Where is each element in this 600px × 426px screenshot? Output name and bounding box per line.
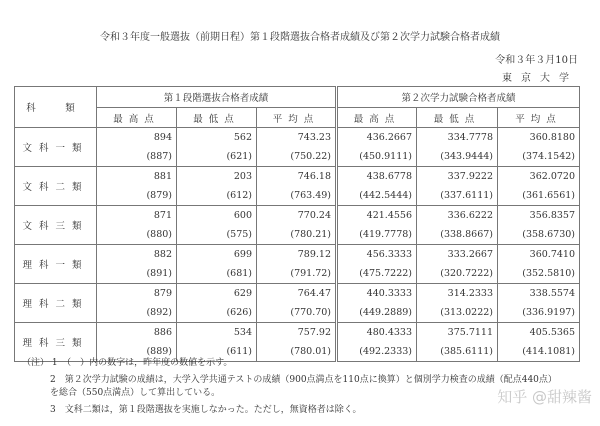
- previous-year-value: (352.5810): [522, 268, 576, 279]
- previous-year-value: (358.6730): [522, 229, 576, 240]
- row-label: 文科三類: [15, 206, 97, 245]
- score-cell: [417, 167, 498, 206]
- notes-section: [22, 357, 562, 417]
- current-year-value: 336.6222: [447, 210, 494, 221]
- previous-year-value: (791.72): [290, 268, 332, 279]
- previous-year-value: (780.01): [290, 346, 332, 357]
- score-cell: [498, 323, 580, 362]
- score-cell: [498, 206, 580, 245]
- score-cell: [257, 206, 337, 245]
- previous-year-value: (891): [146, 268, 172, 279]
- current-year-value: 421.4556: [366, 210, 413, 221]
- score-cell: [337, 206, 417, 245]
- notes-prefix: （注）: [22, 358, 50, 368]
- sub-header-min: 最低点: [177, 108, 257, 128]
- current-year-value: 534: [233, 327, 252, 338]
- previous-year-value: (611): [226, 346, 252, 357]
- current-year-value: 356.8357: [529, 210, 576, 221]
- table-row: [15, 167, 580, 206]
- table-row: [15, 206, 580, 245]
- previous-year-value: (612): [226, 190, 252, 201]
- previous-year-value: (575): [226, 229, 252, 240]
- previous-year-value: (879): [146, 190, 172, 201]
- previous-year-value: (626): [226, 307, 252, 318]
- previous-year-value: (880): [146, 229, 172, 240]
- current-year-value: 886: [153, 327, 172, 338]
- previous-year-value: (750.22): [290, 151, 332, 162]
- previous-year-value: (343.9444): [440, 151, 494, 162]
- row-label: 理科二類: [15, 284, 97, 323]
- current-year-value: 764.47: [297, 288, 332, 299]
- table-row: [15, 284, 580, 323]
- current-year-value: 879: [153, 288, 172, 299]
- document-title: 令和３年度一般選抜（前期日程）第１段階選抜合格者成績及び第２次学力試験合格者成績: [100, 32, 500, 43]
- previous-year-value: (763.49): [290, 190, 332, 201]
- group-header-first-stage: 第１段階選抜合格者成績: [97, 87, 337, 108]
- score-cell: [97, 128, 177, 167]
- current-year-value: 894: [153, 132, 172, 143]
- note-1: 1 （ ）内の数字は，昨年度の数値を示す。: [51, 358, 233, 368]
- current-year-value: 338.5574: [529, 288, 576, 299]
- sub-header-avg: 平均点: [498, 108, 580, 128]
- current-year-value: 480.4333: [366, 327, 413, 338]
- previous-year-value: (449.2889): [359, 307, 413, 318]
- score-cell: [177, 284, 257, 323]
- previous-year-value: (442.5444): [359, 190, 413, 201]
- current-year-value: 699: [233, 249, 252, 260]
- score-cell: [417, 323, 498, 362]
- score-cell: [337, 323, 417, 362]
- score-cell: [417, 128, 498, 167]
- table-row: [15, 128, 580, 167]
- score-cell: [498, 128, 580, 167]
- sub-header-min: 最低点: [417, 108, 498, 128]
- row-label: 理科三類: [15, 323, 97, 362]
- sub-header-max: 最高点: [97, 108, 177, 128]
- previous-year-value: (892): [146, 307, 172, 318]
- current-year-value: 743.23: [297, 132, 332, 143]
- current-year-value: 600: [233, 210, 252, 221]
- table-header-row-subs: [15, 108, 580, 128]
- previous-year-value: (770.70): [290, 307, 332, 318]
- current-year-value: 746.18: [297, 171, 332, 182]
- previous-year-value: (681): [226, 268, 252, 279]
- current-year-value: 337.9222: [447, 171, 494, 182]
- previous-year-value: (374.1542): [522, 151, 576, 162]
- watermark: 知乎 @甜辣酱: [497, 388, 592, 406]
- score-cell: [417, 245, 498, 284]
- current-year-value: 203: [233, 171, 252, 182]
- previous-year-value: (361.6561): [522, 190, 576, 201]
- score-cell: [498, 245, 580, 284]
- previous-year-value: (887): [146, 151, 172, 162]
- score-cell: [177, 323, 257, 362]
- current-year-value: 562: [233, 132, 252, 143]
- row-label: 文科一類: [15, 128, 97, 167]
- previous-year-value: (419.7778): [359, 229, 413, 240]
- previous-year-value: (320.7222): [440, 268, 494, 279]
- previous-year-value: (780.21): [290, 229, 332, 240]
- current-year-value: 789.12: [297, 249, 332, 260]
- current-year-value: 456.3333: [366, 249, 413, 260]
- sub-header-avg: 平均点: [257, 108, 337, 128]
- document-date: 令和３年３月10日: [495, 55, 578, 66]
- score-cell: [257, 284, 337, 323]
- score-cell: [417, 206, 498, 245]
- score-cell: [337, 167, 417, 206]
- current-year-value: 881: [153, 171, 172, 182]
- table-row: [15, 245, 580, 284]
- score-cell: [257, 167, 337, 206]
- previous-year-value: (338.8667): [440, 229, 494, 240]
- score-cell: [337, 245, 417, 284]
- current-year-value: 871: [153, 210, 172, 221]
- table-header-row-groups: [15, 87, 580, 108]
- current-year-value: 360.8180: [529, 132, 576, 143]
- current-year-value: 436.2667: [366, 132, 413, 143]
- score-cell: [337, 284, 417, 323]
- score-cell: [337, 128, 417, 167]
- current-year-value: 362.0720: [529, 171, 576, 182]
- previous-year-value: (337.6111): [440, 190, 494, 201]
- previous-year-value: (492.2333): [359, 346, 413, 357]
- current-year-value: 757.92: [297, 327, 332, 338]
- previous-year-value: (336.9197): [522, 307, 576, 318]
- current-year-value: 770.24: [297, 210, 332, 221]
- table-row: [15, 323, 580, 362]
- score-cell: [257, 245, 337, 284]
- previous-year-value: (450.9111): [359, 151, 413, 162]
- score-cell: [177, 245, 257, 284]
- score-cell: [498, 167, 580, 206]
- row-label: 理科一類: [15, 245, 97, 284]
- score-cell: [97, 167, 177, 206]
- score-cell: [177, 206, 257, 245]
- scores-table: [14, 86, 580, 362]
- previous-year-value: (414.1081): [522, 346, 576, 357]
- current-year-value: 629: [233, 288, 252, 299]
- group-header-second-exam: 第２次学力試験合格者成績: [337, 87, 580, 108]
- current-year-value: 333.2667: [447, 249, 494, 260]
- score-cell: [177, 128, 257, 167]
- current-year-value: 334.7778: [447, 132, 494, 143]
- current-year-value: 438.6778: [366, 171, 413, 182]
- score-cell: [97, 245, 177, 284]
- category-header: 科 類: [15, 87, 97, 128]
- score-cell: [498, 284, 580, 323]
- current-year-value: 375.7111: [447, 327, 494, 338]
- score-cell: [177, 167, 257, 206]
- note-2: 2 第２次学力試験の成績は，大学入学共通テストの成績（900点満点を110点に換算）と個別学力検査の成績（配点440点）を総合（550点満点）して算出している。: [50, 375, 557, 398]
- current-year-value: 314.2333: [447, 288, 494, 299]
- current-year-value: 360.7410: [529, 249, 576, 260]
- current-year-value: 405.5365: [529, 327, 576, 338]
- previous-year-value: (385.6111): [440, 346, 494, 357]
- current-year-value: 882: [153, 249, 172, 260]
- score-cell: [97, 323, 177, 362]
- sub-header-max: 最高点: [337, 108, 417, 128]
- previous-year-value: (621): [226, 151, 252, 162]
- note-3: 3 文科二類は，第１段階選抜を実施しなかった。ただし，無資格者は除く。: [50, 405, 362, 415]
- previous-year-value: (475.7222): [359, 268, 413, 279]
- score-cell: [97, 284, 177, 323]
- current-year-value: 440.3333: [366, 288, 413, 299]
- row-label: 文科二類: [15, 167, 97, 206]
- score-cell: [257, 128, 337, 167]
- score-cell: [257, 323, 337, 362]
- score-cell: [417, 284, 498, 323]
- score-cell: [97, 206, 177, 245]
- issuer-name: 東京大学: [502, 73, 578, 84]
- previous-year-value: (313.0222): [440, 307, 494, 318]
- previous-year-value: (889): [146, 346, 172, 357]
